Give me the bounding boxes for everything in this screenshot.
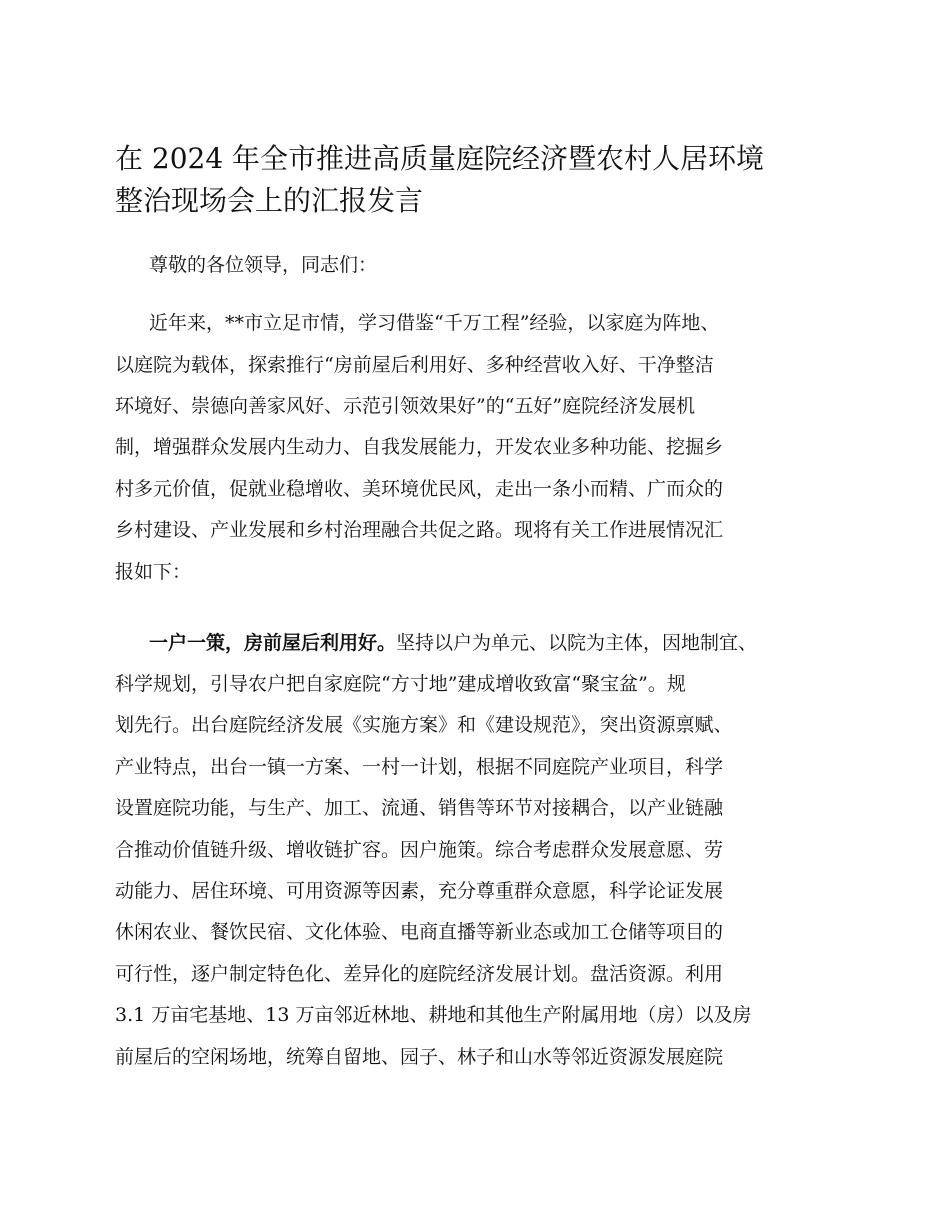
paragraph-2-line-5: 设置庭院功能，与生产、加工、流通、销售等环节对接耦合，以产业链融: [115, 797, 724, 819]
document-title: [115, 138, 835, 222]
title-line-2: 整治现场会上的汇报发言: [115, 184, 424, 217]
paragraph-2-line-2: 科学规划，引导农户把自家庭院“方寸地”建成增收致富“聚宝盆”。规: [115, 673, 686, 695]
section-heading: 一户一策，房前屋后利用好。: [149, 632, 397, 654]
paragraph-1-line-3: 环境好、崇德向善家风好、示范引领效果好”的“五好”庭院经济发展机: [115, 395, 696, 417]
paragraph-2-line-1-text: 坚持以户为单元、以院为主体，因地制宜、: [396, 632, 758, 654]
paragraph-1-line-4: 制，增强群众发展内生动力、自我发展能力，开发农业多种功能、挖掘乡: [115, 436, 724, 458]
paragraph-2-line-9: 可行性，逐户制定特色化、差异化的庭院经济发展计划。盘活资源。利用: [115, 963, 724, 985]
paragraph-2-line-3: 划先行。出台庭院经济发展《实施方案》和《建设规范》，突出资源禀赋、: [115, 714, 733, 736]
paragraph-1-line-6: 乡村建设、产业发展和乡村治理融合共促之路。现将有关工作进展情况汇: [115, 519, 724, 541]
paragraph-1-line-7: 报如下：: [115, 561, 192, 583]
paragraph-2-line-11: 前屋后的空闲场地，统筹自留地、园子、林子和山水等邻近资源发展庭院: [115, 1046, 724, 1068]
paragraph-1-line-2: 以庭院为载体，探索推行“房前屋后利用好、多种经营收入好、干净整洁: [115, 354, 714, 376]
paragraph-2-line-8: 休闲农业、餐饮民宿、文化体验、电商直播等新业态或加工仓储等项目的: [115, 921, 724, 943]
salutation: 尊敬的各位领导，同志们：: [149, 254, 378, 276]
paragraph-1-line-5: 村多元价值，促就业稳增收、美环境优民风，走出一条小而精、广而众的: [115, 478, 724, 500]
title-line-1: 在 2024 年全市推进高质量庭院经济暨农村人居环境: [115, 142, 765, 175]
paragraph-2-line-7: 动能力、居住环境、可用资源等因素，充分尊重群众意愿，科学论证发展: [115, 880, 724, 902]
paragraph-1-line-1: 近年来，**市立足市情，学习借鉴“千万工程”经验，以家庭为阵地、: [149, 312, 720, 334]
paragraph-2-line-10: 3.1 万亩宅基地、13 万亩邻近林地、耕地和其他生产附属用地（房）以及房: [115, 1004, 752, 1026]
paragraph-2-line-6: 合推动价值链升级、增收链扩容。因户施策。综合考虑群众发展意愿、劳: [115, 839, 724, 861]
paragraph-2-line-4: 产业特点，出台一镇一方案、一村一计划，根据不同庭院产业项目，科学: [115, 756, 724, 778]
paragraph-2-line-1: [149, 631, 757, 655]
